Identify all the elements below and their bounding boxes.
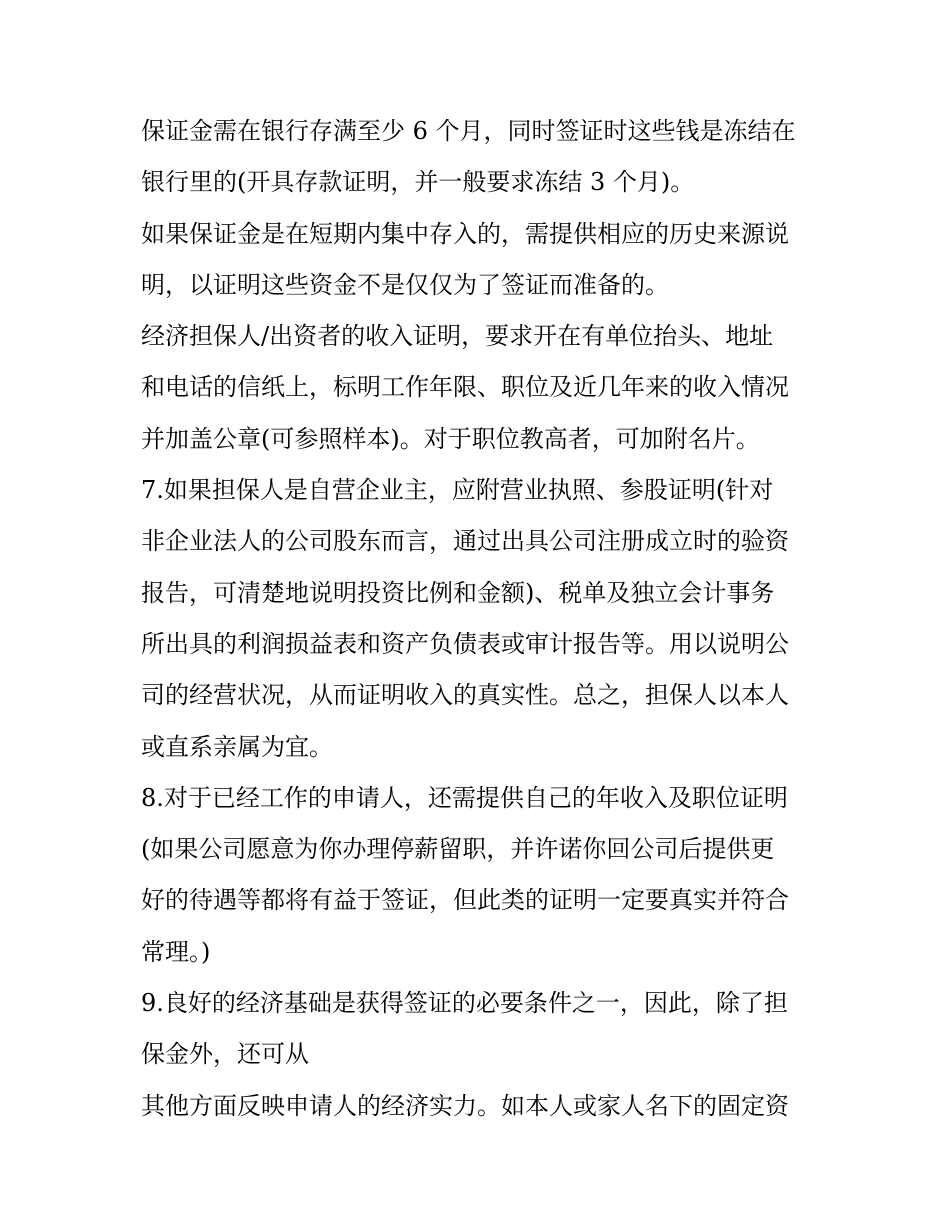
text-line: 和电话的信纸上，标明工作年限、职位及近几年来的收入情况 — [141, 373, 789, 402]
text-line: 保证金需在银行存满至少 6 个月，同时签证时这些钱是冻结在 — [141, 117, 796, 145]
text-line: 其他方面反映申请人的经济实力。如本人或家人名下的固定资 — [141, 1091, 789, 1120]
text-line: 银行里的(开具存款证明，并一般要求冻结 3 个月)。 — [141, 168, 695, 197]
text-line: 并加盖公章(可参照样本)。对于职位教高者，可加附名片。 — [141, 424, 760, 453]
text-line: 如果保证金是在短期内集中存入的，需提供相应的历史来源说 — [141, 219, 789, 248]
text-line: 非企业法人的公司股东而言，通过出具公司注册成立时的验资 — [141, 527, 789, 556]
text-line: 明，以证明这些资金不是仅仅为了签证而准备的。 — [141, 270, 669, 299]
document-body-text — [141, 106, 831, 1132]
text-line: 常理。) — [141, 937, 211, 966]
text-line: 或直系亲属为宜。 — [141, 732, 333, 761]
text-line: 所出具的利润损益表和资产负债表或审计报告等。用以说明公 — [141, 629, 789, 658]
text-line: 9.良好的经济基础是获得签证的必要条件之一，因此，除了担 — [141, 989, 788, 1018]
text-line: 好的待遇等都将有益于签证，但此类的证明一定要真实并符合 — [141, 886, 789, 915]
text-line: 经济担保人/出资者的收入证明，要求开在有单位抬头、地址 — [141, 322, 774, 351]
text-line: (如果公司愿意为你办理停薪留职，并许诺你回公司后提供更 — [141, 835, 775, 864]
text-line: 司的经营状况，从而证明收入的真实性。总之，担保人以本人 — [141, 681, 789, 710]
text-line: 8.对于已经工作的申请人，还需提供自己的年收入及职位证明 — [141, 783, 788, 812]
text-line: 7.如果担保人是自营企业主，应附营业执照、参股证明(针对 — [141, 476, 774, 505]
text-line: 报告，可清楚地说明投资比例和金额)、税单及独立会计事务 — [141, 578, 775, 607]
text-line: 保金外，还可从 — [141, 1040, 309, 1069]
